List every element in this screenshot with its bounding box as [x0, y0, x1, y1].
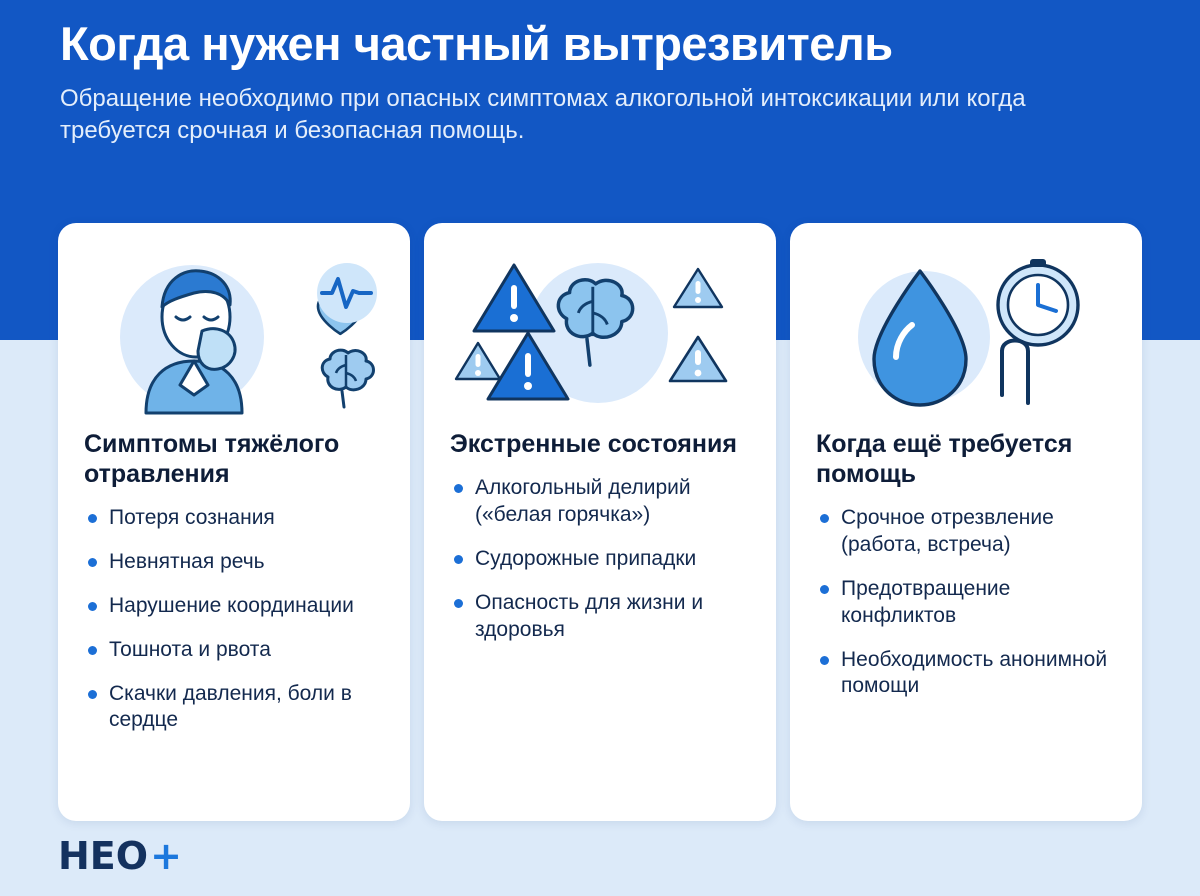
card-title: Когда ещё требуется помощь: [816, 430, 1073, 488]
sick-person-heart-brain-icon: [84, 245, 384, 423]
list-item: Тошнота и рвота: [84, 637, 384, 664]
header: [0, 0, 1200, 147]
list-item: Предотвращение конфликтов: [816, 576, 1116, 630]
card-title: Экстренные состояния: [450, 430, 737, 458]
brand-logo: [58, 834, 182, 878]
logo-plus-icon: +: [150, 834, 182, 878]
card-when-else-help: [790, 223, 1142, 821]
list-item: Скачки давления, боли в сердце: [84, 681, 384, 735]
list-item: Невнятная речь: [84, 549, 384, 576]
card-bullet-list: [816, 505, 1116, 717]
iv-drip-clock-icon: [816, 245, 1116, 423]
card-emergency-states: [424, 223, 776, 821]
page-title: Когда нужен частный вытрезвитель: [60, 17, 893, 70]
card-severe-poisoning: [58, 223, 410, 821]
list-item: Нарушение координации: [84, 593, 384, 620]
page-subtitle: Обращение необходимо при опасных симптомах алкогольной интоксикации или когда требуется срочная и безопасная помощь.: [60, 84, 1026, 145]
card-bullet-list: [84, 505, 384, 751]
card-bullet-list: [450, 475, 750, 660]
list-item: Потеря сознания: [84, 505, 384, 532]
warning-triangles-brain-icon: [450, 245, 750, 423]
list-item: Срочное отрезвление (работа, встреча): [816, 505, 1116, 559]
list-item: Алкогольный делирий («белая горячка»): [450, 475, 750, 529]
card-title: Симптомы тяжёлого отравления: [84, 430, 340, 488]
list-item: Необходимость анонимной помощи: [816, 647, 1116, 701]
list-item: Судорожные припадки: [450, 546, 750, 573]
list-item: Опасность для жизни и здоровья: [450, 590, 750, 644]
cards-container: [58, 223, 1142, 821]
logo-text: НЕО: [58, 834, 149, 878]
